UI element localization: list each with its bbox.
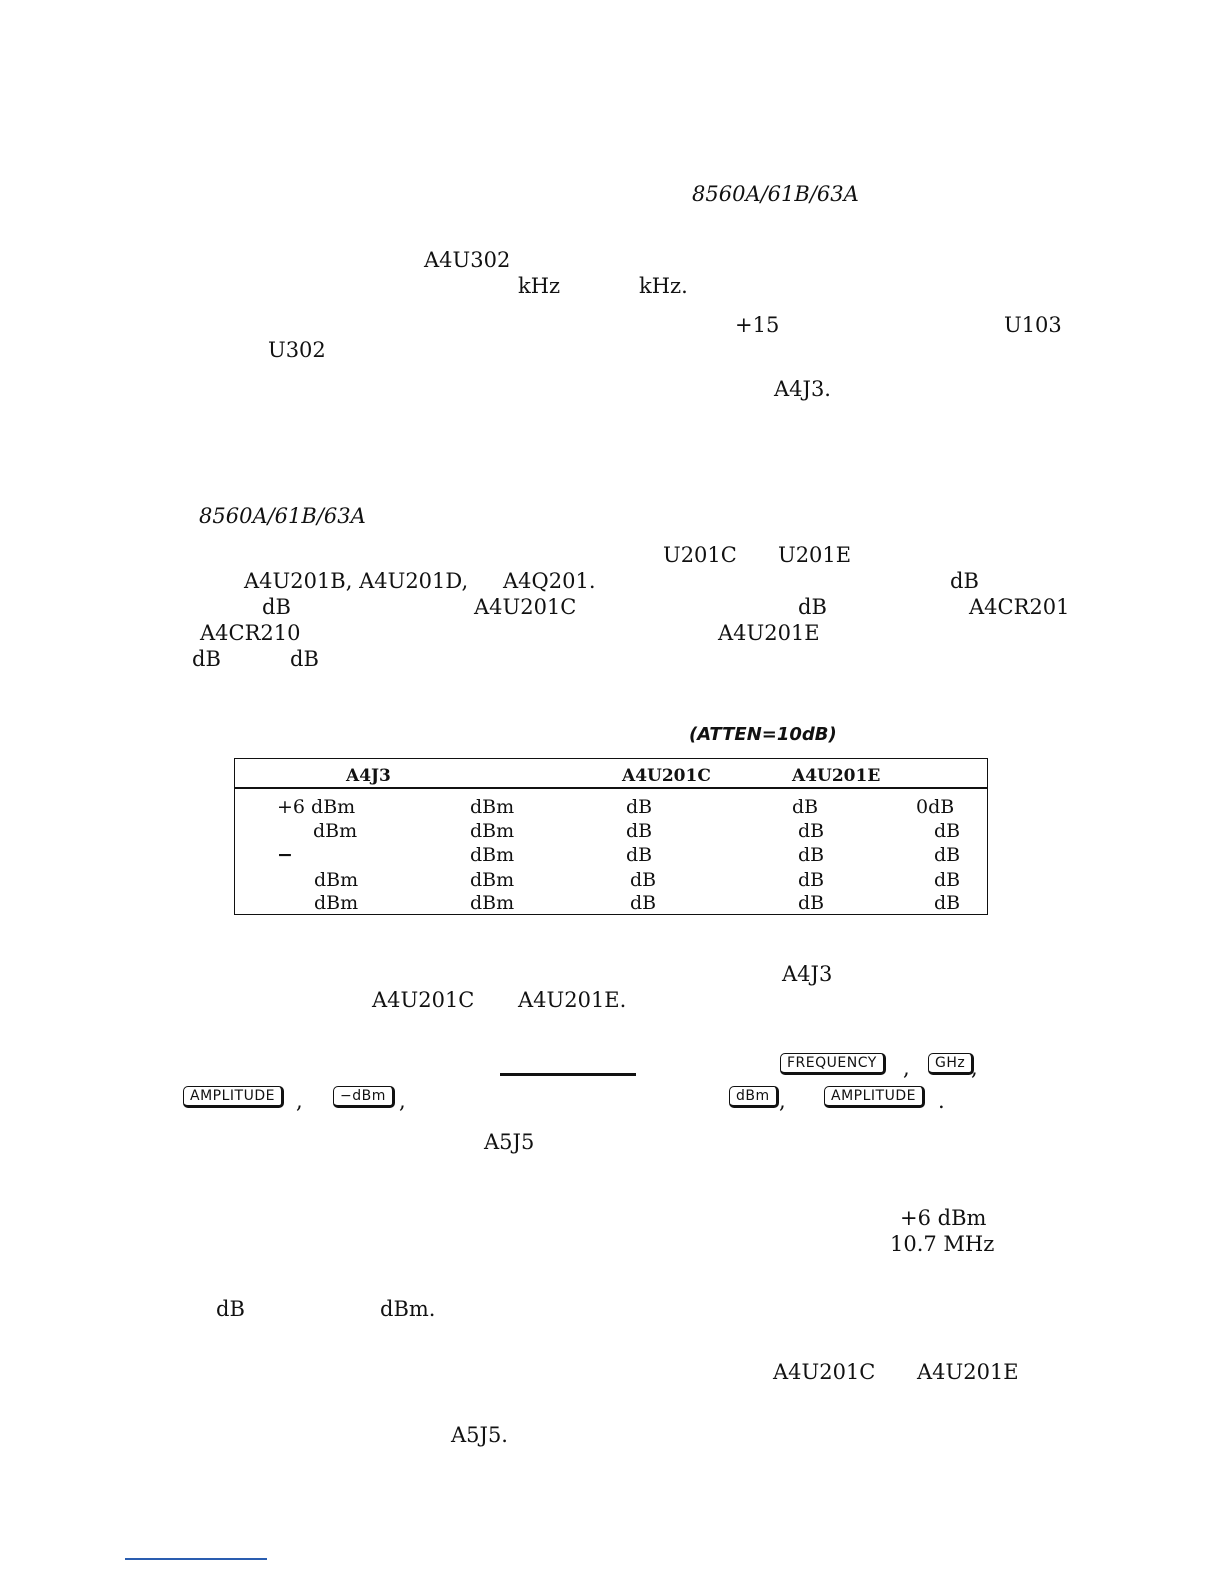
unit-db: dB: [192, 647, 221, 671]
separator-comma: ,: [296, 1089, 303, 1113]
amplitude-key: AMPLITUDE: [824, 1086, 925, 1108]
connector-ref-a4j3: A4J3: [782, 962, 833, 986]
part-ref-u302: U302: [268, 338, 326, 362]
table-cell: dBm: [314, 869, 359, 891]
table-cell: dBm: [470, 796, 515, 818]
table-caption: (ATTEN=10dB): [689, 724, 837, 745]
unit-khz: kHz: [518, 274, 561, 298]
connector-ref-a4j3: A4J3.: [774, 377, 831, 401]
table-cell: dB: [934, 820, 961, 842]
part-ref-u201e: A4U201E: [917, 1360, 1019, 1384]
table-cell: dB: [626, 844, 653, 866]
table-header-divider: [235, 787, 987, 789]
connector-ref-a5j5: A5J5.: [451, 1423, 508, 1447]
table-cell: dB: [792, 796, 819, 818]
table-cell: dBm: [313, 820, 358, 842]
part-ref-u201c: A4U201C: [474, 595, 577, 619]
separator-period: .: [938, 1089, 945, 1113]
negative-dbm-key: −dBm: [333, 1086, 395, 1108]
table-cell: dB: [934, 844, 961, 866]
table-header: A4U201E: [792, 766, 881, 786]
attenuation-table: [234, 758, 988, 915]
table-header: A4J3: [346, 766, 391, 786]
part-ref-u201e: A4U201E: [718, 621, 820, 645]
footer-link-underline[interactable]: [125, 1558, 267, 1560]
part-ref-cr201: A4CR201: [969, 595, 1070, 619]
table-cell: dB: [798, 869, 825, 891]
table-cell: dBm: [470, 844, 515, 866]
part-ref-q201: A4Q201.: [503, 569, 596, 593]
separator-comma: ,: [779, 1089, 786, 1113]
voltage-value: +15: [735, 313, 780, 337]
part-ref-u201c: A4U201C: [773, 1360, 876, 1384]
part-ref-u201c: U201C: [663, 543, 737, 567]
part-ref-u201e: A4U201E.: [518, 988, 627, 1012]
table-cell: dB: [798, 892, 825, 914]
table-cell: dB: [798, 820, 825, 842]
table-cell: dBm: [470, 892, 515, 914]
separator-comma: ,: [971, 1056, 978, 1080]
table-cell: dB: [934, 869, 961, 891]
amplitude-key: AMPLITUDE: [183, 1086, 284, 1108]
signal-frequency: 10.7 MHz: [890, 1232, 995, 1256]
unit-db: dB: [216, 1297, 245, 1321]
part-ref-u302: A4U302: [424, 248, 511, 272]
table-cell: dB: [798, 844, 825, 866]
table-cell: −: [277, 844, 293, 866]
unit-db: dB: [262, 595, 291, 619]
part-ref-u201c: A4U201C: [372, 988, 475, 1012]
table-cell: dB: [934, 892, 961, 914]
table-cell: +6 dBm: [277, 796, 356, 818]
part-ref-u201e: U201E: [778, 543, 852, 567]
part-ref-u103: U103: [1004, 313, 1062, 337]
table-cell: dB: [630, 892, 657, 914]
unit-khz: kHz.: [639, 274, 688, 298]
unit-dbm: dBm.: [380, 1297, 436, 1321]
model-number-text: 8560A/61B/63A: [199, 504, 366, 528]
unit-db: dB: [290, 647, 319, 671]
table-cell: dB: [626, 796, 653, 818]
table-cell: dBm: [470, 869, 515, 891]
unit-db: dB: [950, 569, 979, 593]
part-ref-cr210: A4CR210: [200, 621, 301, 645]
ghz-key: GHz: [928, 1053, 974, 1075]
separator-comma: ,: [903, 1056, 910, 1080]
table-cell: dB: [630, 869, 657, 891]
unit-db: dB: [798, 595, 827, 619]
table-header: A4U201C: [622, 766, 711, 786]
separator-comma: ,: [399, 1089, 406, 1113]
connector-ref-a5j5: A5J5: [484, 1130, 535, 1154]
table-cell: dBm: [314, 892, 359, 914]
table-cell: dBm: [470, 820, 515, 842]
blank-underline: [500, 1073, 636, 1076]
frequency-key: FREQUENCY: [780, 1053, 886, 1075]
table-cell: 0dB: [916, 796, 955, 818]
table-cell: dB: [626, 820, 653, 842]
dbm-key: dBm: [729, 1086, 779, 1108]
part-ref-list: A4U201B, A4U201D,: [244, 569, 469, 593]
model-number-heading: 8560A/61B/63A: [692, 182, 859, 206]
signal-level: +6 dBm: [900, 1206, 987, 1230]
